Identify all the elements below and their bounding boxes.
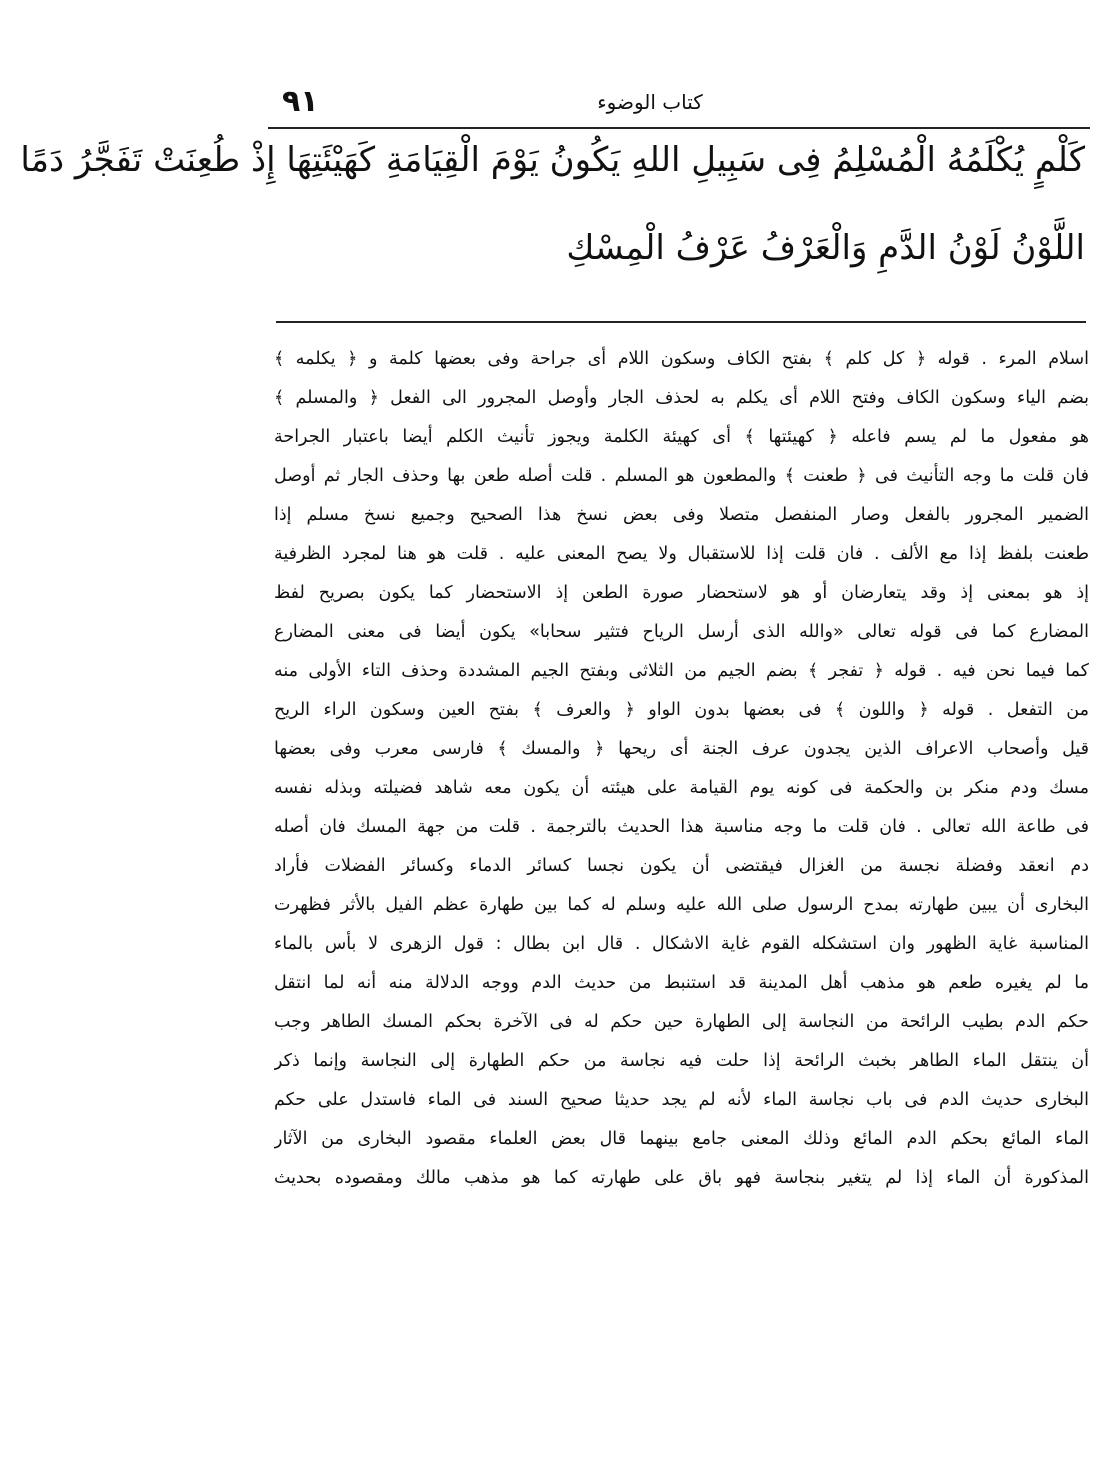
commentary-line: طعنت بلفظ إذا مع الألف . فان قلت إذا للاستقبال ولا يصح المعنى عليه . قلت هو هنا لمجرد الظرفية: [274, 544, 1089, 564]
hadith-text-line: كَلْمٍ يُكْلَمُهُ الْمُسْلِمُ فِى سَبِيلِ اللهِ يَكُونُ يَوْمَ الْقِيَامَةِ كَهَيْئَتِهَا إِذْ طُعِنَتْ تَفَجَّرُ دَمًا: [20, 140, 1085, 180]
commentary-line: دم انعقد وفضلة نجسة من الغزال فيقتضى أن يكون نجسا كسائر الدماء وكسائر الفضلات فأراد: [274, 856, 1089, 876]
hadith-text-line: اللَّوْنُ لَوْنُ الدَّمِ وَالْعَرْفُ عَرْفُ الْمِسْكِ: [566, 228, 1085, 268]
commentary-line: فان قلت ما وجه التأنيث فى ﴿ طعنت ﴾ والمطعون هو المسلم . قلت أصله طعن بها وحذف الجار ثم أوصل: [274, 466, 1089, 486]
commentary-line: هو مفعول ما لم يسم فاعله ﴿ كهيئتها ﴾ أى كهيئة الكلمة ويجوز تأنيث الكلم أيضا باعتبار الجراحة: [274, 427, 1089, 447]
commentary-line: حكم الدم بطيب الرائحة من النجاسة إلى الطهارة حين حكم له فى الآخرة بحكم المسك الطاهر وجب: [274, 1012, 1089, 1032]
commentary-line: اسلام المرء . قوله ﴿ كل كلم ﴾ بفتح الكاف وسكون اللام أى جراحة وفى بعضها كلمة و ﴿ يكلمه ﴾: [274, 349, 1089, 369]
commentary-line: البخارى أن يبين طهارته بمدح الرسول صلى الله عليه وسلم له كما بين طهارة عظم الفيل بالأثر فظهرت: [274, 895, 1089, 915]
commentary-line: إذ هو بمعنى إذ وقد يتعارضان أو هو لاستحضار صورة الطعن إذ الاستحضار كما يكون بصريح لفظ: [274, 583, 1089, 603]
commentary-line: كما فيما نحن فيه . قوله ﴿ تفجر ﴾ بضم الجيم من الثلاثى وبفتح الجيم المشددة وحذف التاء الأولى منه: [274, 661, 1089, 681]
header-divider: [268, 127, 1090, 129]
commentary-line: المناسبة غاية الظهور وان استشكله القوم غاية الاشكال . قال ابن بطال : قول الزهرى لا بأس بالماء: [274, 934, 1089, 954]
commentary-line: أن ينتقل الماء الطاهر بخبث الرائحة إذا حلت فيه نجاسة من حكم الطهارة إلى النجاسة وإنما ذكر: [274, 1051, 1089, 1071]
commentary-line: البخارى حديث الدم فى باب نجاسة الماء لأنه لم يجد حديثا صحيح السند فى الماء فاستدل على حكم: [274, 1090, 1089, 1110]
commentary-line: المضارع كما فى قوله تعالى «والله الذى أرسل الرياح فتثير سحابا» يكون أيضا فى معنى المضارع: [274, 622, 1089, 642]
commentary-block: [274, 340, 1089, 1198]
commentary-line: من التفعل . قوله ﴿ واللون ﴾ فى بعضها بدون الواو ﴿ والعرف ﴾ بفتح العين وسكون الراء الريح: [274, 700, 1089, 720]
commentary-divider: [276, 321, 1086, 323]
running-title: كتاب الوضوء: [597, 90, 703, 114]
commentary-line: فى طاعة الله تعالى . فان قلت ما وجه مناسبة هذا الحديث بالترجمة . قلت من جهة المسك فان أصله: [274, 817, 1089, 837]
commentary-line: بضم الياء وسكون الكاف وفتح اللام أى يكلم به لحذف الجار وأوصل المجرور الى الفعل ﴿ والمسلم ﴾: [274, 388, 1089, 408]
commentary-line: الماء المائع بحكم الدم المائع وذلك المعنى جامع بينهما قال بعض العلماء مقصود البخارى من الآثار: [274, 1129, 1089, 1149]
commentary-line: المذكورة أن الماء إذا لم يتغير بنجاسة فهو باق على طهارته كما هو مذهب مالك ومقصوده بحديث: [274, 1168, 1089, 1188]
commentary-line: قيل وأصحاب الاعراف الذين يجدون عرف الجنة أى ريحها ﴿ والمسك ﴾ فارسى معرب وفى بعضها: [274, 739, 1089, 759]
commentary-line: الضمير المجرور بالفعل وصار المنفصل متصلا وفى بعض نسخ هذا الصحيح وجميع نسخ مسلم إذا: [274, 505, 1089, 525]
commentary-line: ما لم يغيره طعم هو مذهب أهل المدينة قد استنبط من حديث الدم ووجه الدلالة منه أنه لما انتقل: [274, 973, 1089, 993]
page-number: ٩١: [282, 84, 319, 119]
commentary-line: مسك ودم منكر بن والحكمة فى كونه يوم القيامة على هيئته أن يكون معه شاهد فضيلته وبذله نفسه: [274, 778, 1089, 798]
